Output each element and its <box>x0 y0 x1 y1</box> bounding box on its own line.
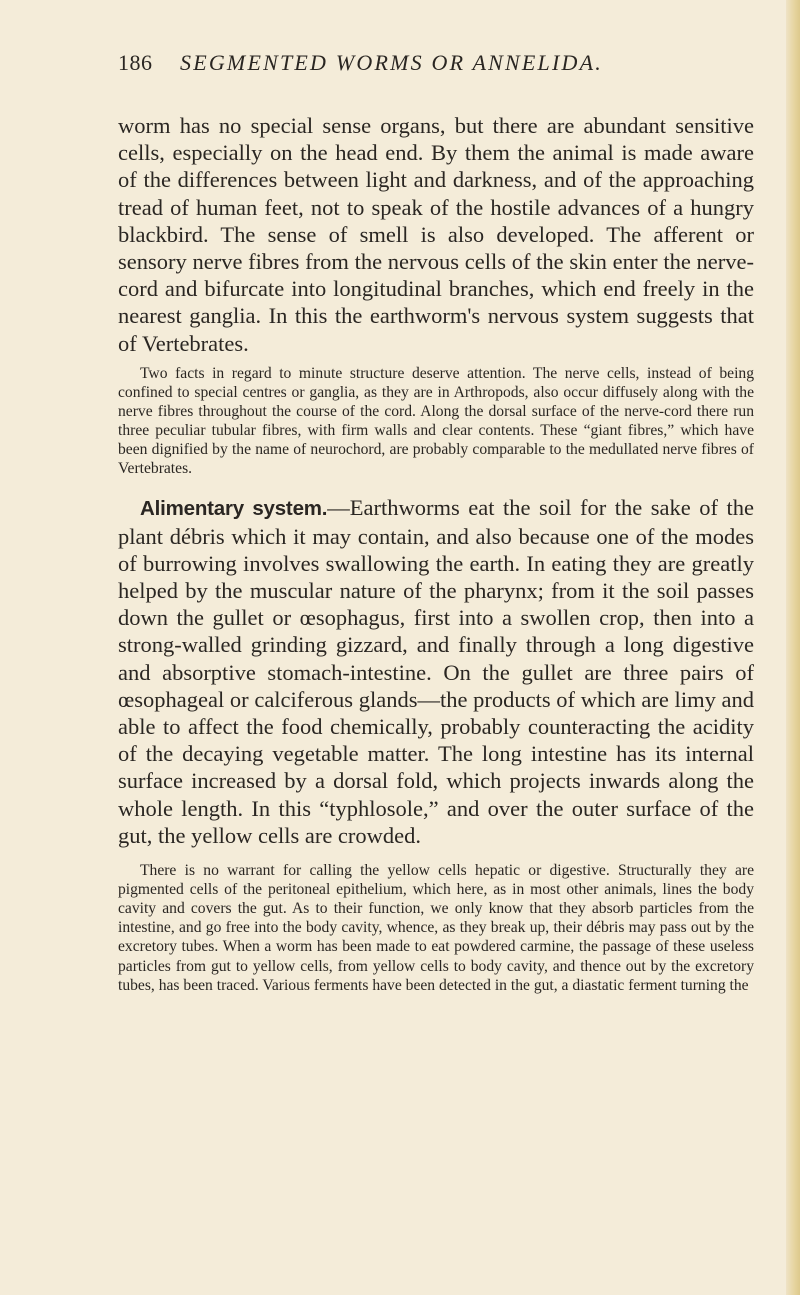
note-yellow-cells: There is no warrant for calling the yellow cells hepatic or digestive. Structurally they are pigmented cells of the peritoneal epithelium, which here, as in most other animals, lines the body cavity and covers the gut. As to their function, we only know that they absorb particles from the intestine, and go free into the body cavity, whence, as they break up, their débris may pass out by the excretory tubes. When a worm has been made to eat powdered carmine, the passage of these useless particles from gut to yellow cells, from yellow cells to body cavity, and thence out by the excretory tubes, has been traced. Various ferments have been detected in the gut, a diastatic ferment turning the <box>118 862 754 994</box>
page-number: 186 <box>118 50 153 75</box>
paragraph-alimentary-system <box>118 494 754 849</box>
paragraph-sense-organs: worm has no special sense organs, but there are abundant sensitive cells, especially on the head end. By them the animal is made aware of the differences between light and darkness, and of the approaching tread of human feet, not to speak of the hostile advances of a hungry blackbird. The sense of smell is also developed. The afferent or sensory nerve fibres from the nervous cells of the skin enter the nerve-cord and bifurcate into longitudinal branches, which end freely in the nearest ganglia. In this the earthworm's nervous system suggests that of Vertebrates. <box>118 113 754 356</box>
page-header <box>118 50 748 84</box>
page-body <box>118 112 754 995</box>
page-edge <box>786 0 800 1295</box>
section-heading: Alimentary system. <box>140 497 328 521</box>
running-title: SEGMENTED WORMS OR ANNELIDA. <box>180 50 603 75</box>
paragraph-alimentary-text: —Earthworms eat the soil for the sake of the plant débris which it may contain, and also because one of the modes of burrowing involves swallowing the earth. In eating they are greatly helped by the muscular nature of the pharynx; from it the soil passes down the gullet or œsophagus, first into a swollen crop, then into a strong-walled grinding gizzard, and finally through a long digestive and absorptive stomach-intestine. On the gullet are three pairs of œsophageal or calciferous glands—the products of which are limy and able to affect the food chemically, probably counteracting the acidity of the decaying vegetable matter. The long intestine has its internal surface increased by a dorsal fold, which projects inwards along the whole length. In this “typhlosole,” and over the outer surface of the gut, the yellow cells are crowded. <box>118 495 754 848</box>
note-minute-structure: Two facts in regard to minute structure deserve attention. The nerve cells, instead of being confined to special centres or ganglia, as they are in Arthropods, also occur diffusely along with the nerve fibres throughout the course of the cord. Along the dorsal surface of the nerve-cord there run three peculiar tubular fibres, with firm walls and clear contents. These “giant fibres,” which have been dignified by the name of neurochord, are probably comparable to the medullated nerve fibres of Vertebrates. <box>118 364 754 478</box>
